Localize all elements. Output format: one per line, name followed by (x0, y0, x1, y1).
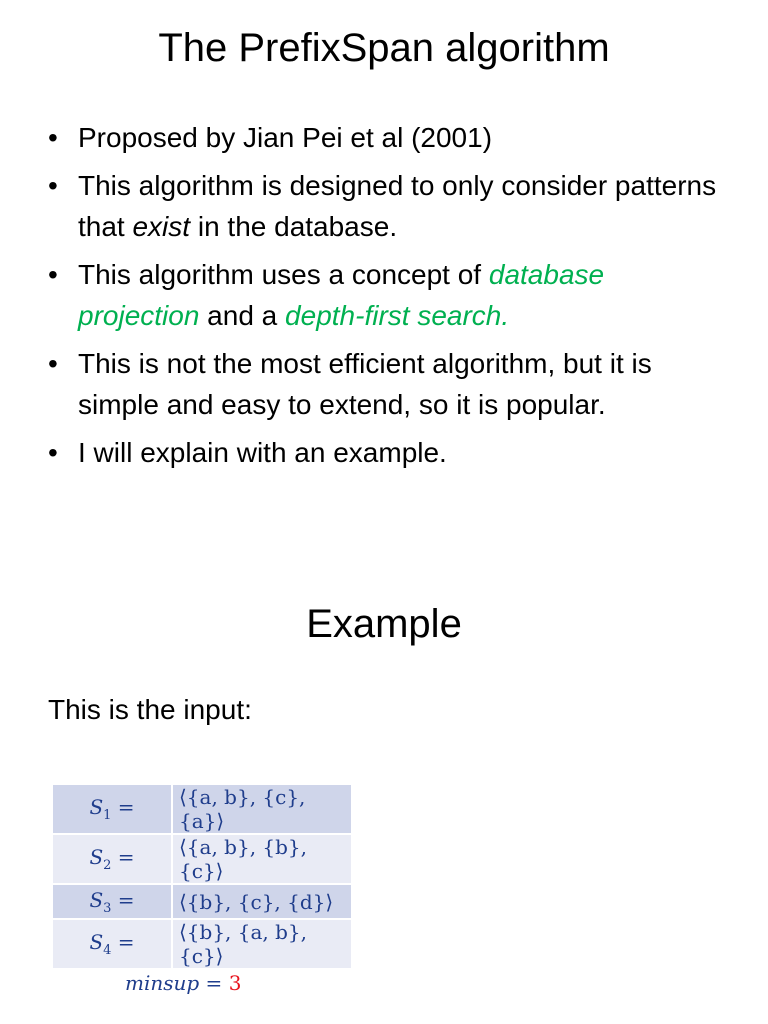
bullet-text: This algorithm is designed to only consider patterns that (78, 170, 717, 242)
bullet-item (48, 165, 728, 247)
sequence-name: S (89, 795, 104, 819)
sequence-index: 4 (103, 943, 112, 958)
table-row (53, 835, 351, 885)
bullet-text: This is not the most efficient algorithm, but it is simple and easy to extend, so it is popular. (78, 348, 652, 420)
bullet-text: I will explain with an example. (78, 437, 447, 468)
sequence-name: S (89, 887, 104, 912)
highlight-database-projection: database projection (78, 259, 605, 331)
sequence-index: 2 (103, 858, 112, 873)
bullet-dot-icon: • (48, 348, 58, 379)
highlight-depth-first-search: depth-first search. (285, 300, 510, 331)
sequence-label (53, 885, 173, 920)
minsup-formula (125, 971, 241, 995)
sequence-name: S (89, 845, 104, 869)
sequence-index: 1 (103, 808, 112, 823)
equals-sign: = (199, 971, 229, 995)
sequence-name: S (89, 930, 104, 954)
bullet-dot-icon: • (48, 437, 58, 468)
minsup-value: 3 (228, 971, 242, 995)
bullet-text: This algorithm uses a concept of (78, 259, 489, 290)
bullet-text: Proposed by Jian Pei et al (2001) (78, 122, 493, 153)
slide-title: The PrefixSpan algorithm (158, 26, 610, 70)
example-title: Example (306, 602, 462, 646)
minsup-name: minsup (125, 971, 200, 995)
bullet-item (48, 432, 728, 473)
bullet-emphasis: exist (132, 211, 191, 242)
equals-sign: = (111, 845, 135, 869)
bullet-item (48, 343, 728, 425)
equals-sign: = (111, 930, 135, 954)
bullet-item (48, 117, 728, 158)
intro-text: This is the input: (48, 694, 252, 725)
table-row (53, 920, 351, 970)
equals-sign: = (111, 887, 135, 912)
sequence-database-table (53, 785, 351, 970)
bullet-list (48, 117, 728, 480)
sequence-index: 3 (103, 900, 112, 916)
sequence-label (53, 920, 173, 970)
equals-sign: = (111, 795, 135, 819)
sequence-label (53, 785, 173, 835)
table-row (53, 785, 351, 835)
table-row (53, 885, 351, 920)
sequence-value: ⟨{a, b}, {b}, {c}⟩ (173, 835, 351, 885)
sequence-value: ⟨{b}, {a, b}, {c}⟩ (173, 920, 351, 970)
bullet-text: in the database. (190, 211, 398, 242)
bullet-dot-icon: • (48, 170, 58, 201)
bullet-text: and a (199, 300, 286, 331)
bullet-dot-icon: • (48, 122, 58, 153)
sequence-value: ⟨{b}, {c}, {d}⟩ (173, 885, 351, 920)
sequence-value: ⟨{a, b}, {c}, {a}⟩ (173, 785, 351, 835)
sequence-label (53, 835, 173, 885)
bullet-item (48, 254, 728, 336)
bullet-dot-icon: • (48, 259, 58, 290)
